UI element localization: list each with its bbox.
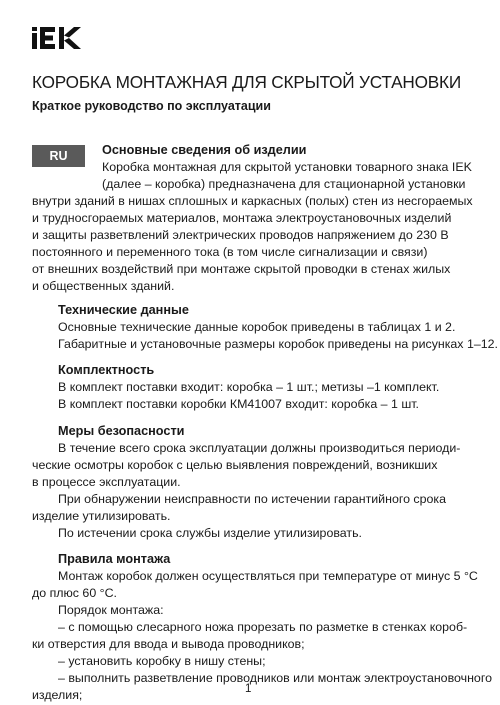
- text-line: В комплект поставки входит: коробка – 1 шт.; метизы –1 комплект.: [58, 380, 440, 394]
- text-line: В комплект поставки коробки КМ41007 входит: коробка – 1 шт.: [58, 397, 420, 411]
- text-line: ческие осмотры коробок с целью выявления повреждений, возникших: [32, 458, 438, 472]
- text-line: и защиты разветвлений электрических проводов напряжением до 230 В: [32, 228, 449, 242]
- text-line: (далее – коробка) предназначена для стационарной установки: [102, 177, 466, 191]
- text-line: – выполнить разветвление проводников или монтаж электроустановочного: [58, 671, 492, 685]
- iek-logo: [32, 27, 90, 49]
- page-number: 1: [245, 683, 252, 695]
- section-heading: Правила монтажа: [58, 552, 171, 566]
- text-line: По истечении срока службы изделие утилизировать.: [58, 526, 362, 540]
- text-line: Монтаж коробок должен осуществляться при температуре от минус 5 °С: [58, 569, 478, 583]
- text-line: Порядок монтажа:: [58, 603, 164, 617]
- text-line: Основные технические данные коробок приведены в таблицах 1 и 2.: [58, 320, 456, 334]
- text-line: При обнаружении неисправности по истечении гарантийного срока: [58, 492, 446, 506]
- text-line: изделия;: [32, 688, 83, 702]
- section-heading: Комплектность: [58, 363, 155, 377]
- text-line: и трудносгораемых материалов, монтажа электроустановочных изделий: [32, 211, 452, 225]
- text-line: постоянного и переменного тока (в том числе сигнализации и связи): [32, 245, 428, 259]
- text-line: до плюс 60 °С.: [32, 586, 118, 600]
- text-line: изделие утилизировать.: [32, 509, 171, 523]
- text-line: Габаритные и установочные размеры коробок приведены на рисунках 1–12.: [58, 337, 498, 351]
- text-line: ки отверстия для ввода и вывода проводников;: [32, 637, 305, 651]
- text-line: – с помощью слесарного ножа прорезать по разметке в стенках короб-: [58, 620, 468, 634]
- text-line: от внешних воздействий при монтаже скрытой проводки в стенах жилых: [32, 262, 451, 276]
- text-line: Коробка монтажная для скрытой установки товарного знака IEK: [102, 160, 472, 174]
- text-line: и общественных зданий.: [32, 279, 175, 293]
- text-line: В течение всего срока эксплуатации должны производиться периоди-: [58, 441, 461, 455]
- document-title: КОРОБКА МОНТАЖНАЯ ДЛЯ СКРЫТОЙ УСТАНОВКИ: [32, 72, 461, 92]
- text-line: в процессе эксплуатации.: [32, 475, 181, 489]
- text-line: – установить коробку в нишу стены;: [58, 654, 266, 668]
- text-line: внутри зданий в нишах сплошных и каркасных (полых) стен из несгораемых: [32, 194, 473, 208]
- document-subtitle: Краткое руководство по эксплуатации: [32, 99, 271, 113]
- section-heading: Меры безопасности: [58, 424, 185, 438]
- section-heading: Технические данные: [58, 303, 189, 317]
- section-heading: Основные сведения об изделии: [102, 143, 307, 157]
- language-badge: RU: [32, 145, 85, 167]
